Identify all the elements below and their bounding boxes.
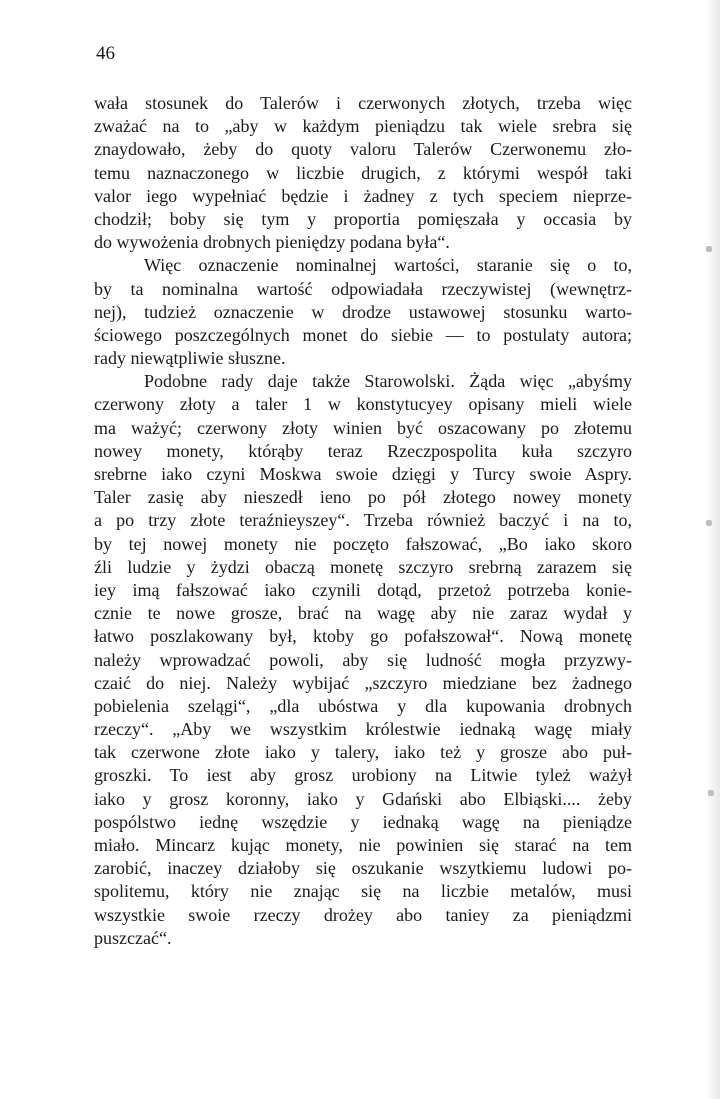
text-line: Więc oznaczenie nominalnej wartości, staranie się o to, bbox=[144, 255, 632, 276]
text-line: iey imą fałszować iako czynili dotąd, przetoż potrzeba konie- bbox=[94, 579, 632, 600]
text-line: zważać na to „aby w każdym pieniądzu tak wiele srebra się bbox=[94, 116, 632, 137]
text-line: ma ważyć; czerwony złoty winien być oszacowany po złotemu bbox=[94, 417, 632, 438]
text-line: zarobić, inaczey działoby się oszukanie wszytkiemu ludowi po- bbox=[94, 858, 632, 879]
text-line: cznie te nowe grosze, brać na wagę aby nie zaraz wydał y bbox=[94, 603, 632, 624]
page-edge-shadow bbox=[706, 0, 720, 1099]
text-line: spolitemu, który nie znając się na liczbie metalów, musi bbox=[94, 881, 632, 902]
text-line: pospólstwo iednę wszędzie y iednaką wagę na pieniądze bbox=[94, 811, 632, 832]
text-line: valor iego wypełniać będzie i żadney z tych speciem nieprze- bbox=[94, 185, 632, 206]
body-text bbox=[94, 92, 632, 950]
text-line: należy wprowadzać powoli, aby się ludność mogła przyzwy- bbox=[94, 649, 632, 670]
text-line: nej), tudzież oznaczenie w drodze ustawowej stosunku warto- bbox=[94, 301, 632, 322]
text-line: srebrne iako czyni Moskwa swoie dzięgi y Turcy swoie Aspry. bbox=[94, 464, 632, 484]
text-line: Podobne rady daje także Starowolski. Żąda więc „abyśmy bbox=[144, 371, 632, 392]
text-line: puszczać“. bbox=[94, 927, 172, 948]
text-line: tak czerwone złote iako y talery, iako też y grosze abo puł- bbox=[94, 742, 632, 763]
text-line: łatwo poszlakowany był, ktoby go pofałszował“. Nową monetę bbox=[94, 626, 632, 647]
text-line: chodził; boby się tym y proportia pomięszała y occasia by bbox=[94, 208, 632, 229]
text-line: rzeczy“. „Aby we wszystkim królestwie iednaką wagę miały bbox=[94, 719, 632, 740]
text-line: nowey monety, którąby teraz Rzeczpospolita kuła szczyro bbox=[94, 440, 632, 461]
text-line: źli ludzie y żydzi obaczą monetę szczyro srebrną zarazem się bbox=[94, 556, 632, 577]
text-line: rady niewątpliwie słuszne. bbox=[94, 348, 286, 369]
text-line: temu naznaczonego w liczbie drugich, z którymi wespół taki bbox=[94, 162, 632, 183]
text-line: a po trzy złote teraźnieyszey“. Trzeba również baczyć i na to, bbox=[94, 510, 632, 531]
text-line: wszystkie swoie rzeczy drożey abo taniey za pieniądzmi bbox=[94, 904, 632, 925]
page-number: 46 bbox=[96, 43, 115, 64]
text-line: groszki. To iest aby grosz urobiony na Litwie tyleż ważył bbox=[94, 765, 632, 786]
text-line: iako y grosz koronny, iako y Gdański abo Elbiąski.... żeby bbox=[94, 788, 632, 809]
text-line: wała stosunek do Talerów i czerwonych złotych, trzeba więc bbox=[94, 93, 632, 113]
text-line: czerwony złoty a taler 1 w konstytucyey opisany mieli wiele bbox=[94, 394, 632, 415]
text-line: znaydowało, żeby do quoty valoru Talerów Czerwonemu zło- bbox=[94, 139, 632, 160]
text-line: by ta nominalna wartość odpowiadała rzeczywistej (wewnętrz- bbox=[94, 278, 632, 299]
text-line: do wywożenia drobnych pieniędzy podana była“. bbox=[94, 232, 450, 253]
text-line: by tej nowej monety nie poczęto fałszować, „Bo iako skoro bbox=[94, 533, 632, 554]
text-line: miało. Mincarz kując monety, nie powinien się starać na tem bbox=[94, 835, 632, 855]
text-line: czaić do niej. Należy wybijać „szczyro miedziane bez żadnego bbox=[94, 672, 632, 693]
text-line: Taler zasię aby nieszedł ieno po pół złotego nowey monety bbox=[94, 487, 632, 508]
text-line: ściowego poszczególnych monet do siebie — to postulaty autora; bbox=[94, 324, 632, 345]
text-line: pobielenia szelągi“, „dla ubóstwa y dla kupowania drobnych bbox=[94, 695, 632, 716]
